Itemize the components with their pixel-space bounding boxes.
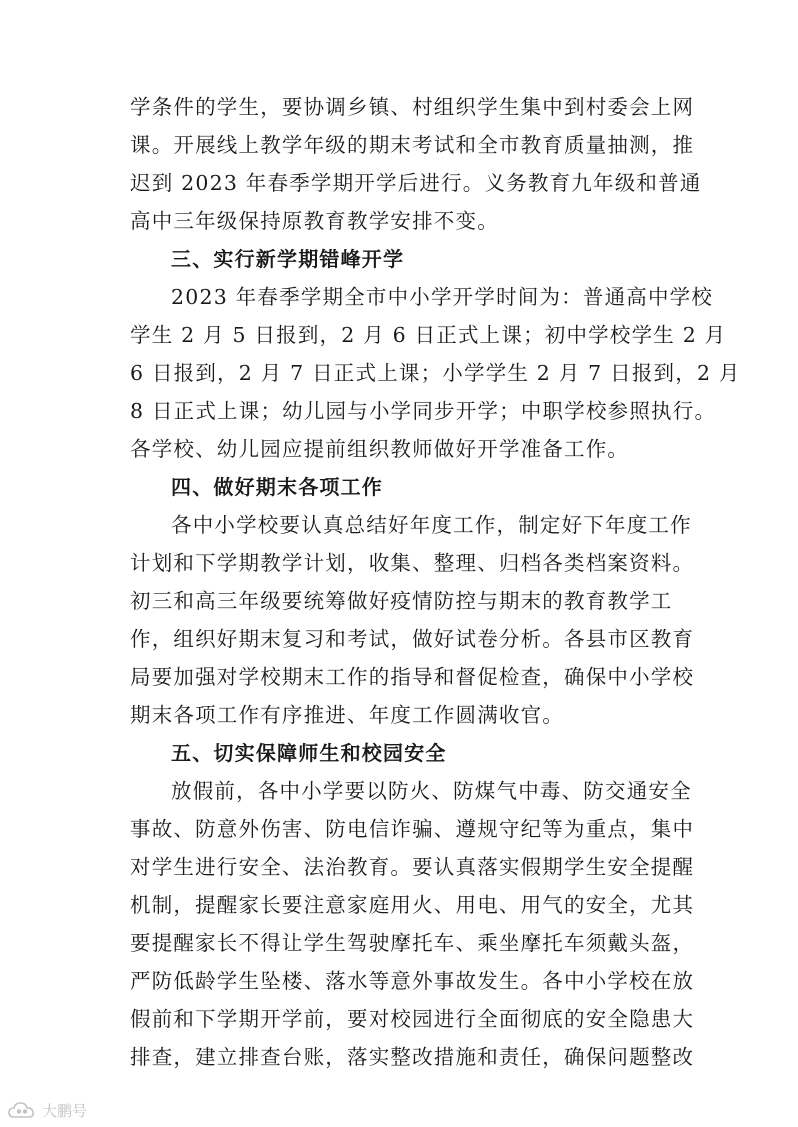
paragraph-line: 严防低龄学生坠楼、落水等意外事故发生。各中小学校在放 xyxy=(130,969,695,993)
cloud-logo-icon xyxy=(8,1102,38,1120)
paragraph-line: 迟到 2023 年春季学期开学后进行。义务教育九年级和普通 xyxy=(130,171,702,195)
paragraph-line: 机制，提醒家长要注意家庭用火、用电、用气的安全，尤其 xyxy=(130,893,695,917)
paragraph-line: 期末各项工作有序推进、年度工作圆满收官。 xyxy=(130,703,564,727)
paragraph-line: 事故、防意外伤害、防电信诈骗、遵规守纪等为重点，集中 xyxy=(130,817,695,841)
paragraph-line: 要提醒家长不得让学生驾驶摩托车、乘坐摩托车须戴头盔， xyxy=(130,931,695,955)
section-heading: 五、切实保障师生和校园安全 xyxy=(171,741,447,765)
paragraph-line: 高中三年级保持原教育教学安排不变。 xyxy=(130,209,499,233)
paragraph-line: 8 日正式上课；幼儿园与小学同步开学；中职学校参照执行。 xyxy=(130,399,717,423)
paragraph-line: 各中小学校要认真总结好年度工作，制定好下年度工作 xyxy=(171,513,692,537)
paragraph-line: 对学生进行安全、法治教育。要认真落实假期学生安全提醒 xyxy=(130,855,695,879)
section-heading: 三、实行新学期错峰开学 xyxy=(171,247,405,271)
paragraph-line: 2023 年春季学期全市中小学开学时间为：普通高中学校 xyxy=(171,285,714,309)
paragraph-line: 作，组织好期末复习和考试，做好试卷分析。各县市区教育 xyxy=(130,627,695,651)
watermark xyxy=(8,1100,87,1121)
paragraph-line: 放假前，各中小学要以防火、防煤气中毒、防交通安全 xyxy=(171,779,692,803)
paragraph-line: 排查，建立排查台账，落实整改措施和责任，确保问题整改 xyxy=(130,1045,695,1069)
document-body xyxy=(130,88,741,1076)
paragraph-line: 各学校、幼儿园应提前组织教师做好开学准备工作。 xyxy=(130,437,630,461)
paragraph-line: 局要加强对学校期末工作的指导和督促检查，确保中小学校 xyxy=(130,665,695,689)
watermark-text: 大鹏号 xyxy=(42,1102,88,1120)
paragraph-line: 初三和高三年级要统筹做好疫情防控与期末的教育教学工 xyxy=(130,589,673,613)
section-heading: 四、做好期末各项工作 xyxy=(171,475,383,499)
paragraph-line: 学生 2 月 5 日报到，2 月 6 日正式上课；初中学校学生 2 月 xyxy=(130,323,727,347)
paragraph-line: 计划和下学期教学计划，收集、整理、归档各类档案资料。 xyxy=(130,551,695,575)
paragraph-line: 6 日报到，2 月 7 日正式上课；小学学生 2 月 7 日报到，2 月 xyxy=(130,361,741,385)
paragraph-line: 学条件的学生，要协调乡镇、村组织学生集中到村委会上网 xyxy=(130,95,695,119)
paragraph-line: 课。开展线上教学年级的期末考试和全市教育质量抽测，推 xyxy=(130,133,695,157)
paragraph-line: 假前和下学期开学前，要对校园进行全面彻底的安全隐患大 xyxy=(130,1007,695,1031)
